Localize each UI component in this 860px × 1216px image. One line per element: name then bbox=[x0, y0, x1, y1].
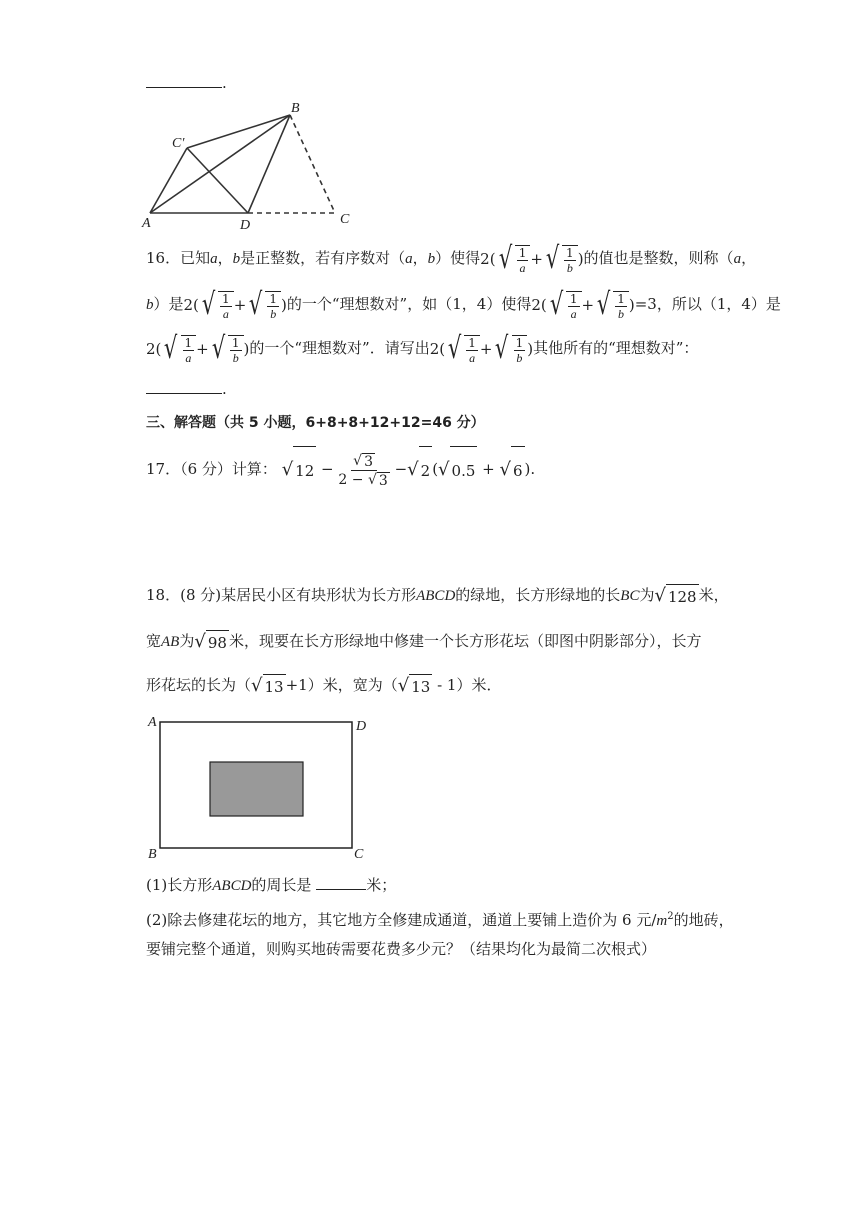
sqrt-13: √ 13 bbox=[397, 675, 431, 696]
q16-text: 是正整数，若有序数对（ bbox=[240, 249, 406, 267]
ideal-expression: 2( √ $\frac{1}{a}$ + √ $\frac{1}{b}$ ) bbox=[429, 331, 534, 366]
rect-name: ABCD bbox=[416, 588, 456, 604]
q17-number: 17．（6 分）计算： bbox=[146, 460, 277, 478]
q16-number: 16． bbox=[146, 249, 181, 267]
q18-line-1: 18．(8 分)某居民小区有块形状为长方形ABCD的绿地，长方形绿地的长BC为 √ 128 米， bbox=[146, 585, 729, 606]
fraction-sqrt3: √ 3 2 − √ 3 bbox=[338, 452, 388, 489]
minus-sign: − bbox=[394, 460, 408, 478]
q18-line-2: 宽AB为 √ 98 米，现要在长方形绿地中修建一个长方形花坛（即图中阴影部分），长方 bbox=[146, 631, 702, 652]
q17-line: 17．（6 分）计算： √ 12 − √ 3 2 − √ 3 − √ 2 ( √ 0.5 + √ 6 ). bbox=[146, 446, 535, 494]
expr-two: 2( bbox=[480, 250, 496, 268]
label-b: B bbox=[148, 847, 157, 860]
sqrt-0.5: √ 0.5 bbox=[438, 446, 477, 494]
answer-blank bbox=[316, 888, 366, 890]
q16-period: . bbox=[222, 380, 227, 398]
q15-period: . bbox=[222, 74, 227, 92]
expr-two: 2( bbox=[146, 340, 162, 358]
q16-text: 其他所有的“理想数对”： bbox=[533, 339, 699, 357]
var-a: a bbox=[210, 251, 218, 267]
var-b: b bbox=[232, 251, 241, 267]
dashed-bc bbox=[290, 115, 335, 213]
ideal-expression: 2( √ $\frac{1}{a}$ + √ $\frac{1}{b}$ ) bbox=[146, 331, 250, 366]
var-b: b bbox=[146, 297, 154, 313]
answer-blank bbox=[146, 392, 222, 394]
side-bc: BC bbox=[620, 588, 640, 604]
q16-line-1 bbox=[146, 241, 757, 276]
sqrt-2: √ 2 bbox=[407, 446, 432, 494]
q18-part-2-line-2: 要铺完整个通道，则购买地砖需要花费多少元？（结果均化为最简二次根式） bbox=[146, 940, 657, 958]
garden-figure bbox=[142, 712, 374, 860]
label-d: D bbox=[240, 218, 251, 232]
side-ab: AB bbox=[161, 634, 180, 650]
ideal-expression: 2( √ $\frac{1}{a}$ + √ $\frac{1}{b}$ ) bbox=[531, 287, 635, 322]
q16-answer-line bbox=[146, 380, 227, 398]
q16-text: ）是 bbox=[153, 295, 184, 313]
q16-text: ， bbox=[412, 249, 428, 267]
rect-name: ABCD bbox=[212, 878, 252, 894]
sqrt-6: √ 6 bbox=[500, 446, 525, 494]
q18-part-1: (1)长方形ABCD的周长是 米； bbox=[146, 876, 397, 894]
q16-text: 的一个“理想数对”，如（1，4）使得 bbox=[286, 295, 532, 313]
ideal-expression: 2( √ $\frac{1}{a}$ + √ $\frac{1}{b}$ ) bbox=[183, 287, 287, 322]
section-title: 三、解答题（共 5 小题，6+8+8+12+12=46 分） bbox=[146, 415, 485, 431]
label-c: C bbox=[340, 212, 350, 227]
q16-text: ， bbox=[741, 249, 757, 267]
minus-sign: − bbox=[321, 460, 334, 478]
sqrt-128: √ 128 bbox=[654, 585, 697, 606]
q16-text: ， bbox=[217, 249, 233, 267]
label-a: A bbox=[142, 216, 151, 231]
q16-text: 已知 bbox=[180, 249, 211, 267]
segment-c-prime-b bbox=[187, 115, 290, 148]
label-c-prime: C′ bbox=[172, 136, 185, 151]
answer-blank bbox=[146, 86, 222, 88]
label-b: B bbox=[291, 101, 300, 116]
sqrt-98: √ 98 bbox=[194, 631, 227, 652]
label-a: A bbox=[148, 715, 157, 730]
expr-two: 2( bbox=[183, 296, 199, 314]
q18-part-2-line-1: (2)除去修建花坛的地方，其它地方全修建成通道，通道上要铺上造价为 6 元$/m^2$的地砖， bbox=[146, 911, 734, 929]
expr-two: 2( bbox=[429, 340, 446, 358]
label-d: D bbox=[356, 719, 367, 734]
sqrt-12: √ 12 bbox=[282, 446, 317, 494]
q16-text: 的值也是整数，则称（ bbox=[583, 249, 734, 267]
flower-bed bbox=[210, 762, 303, 816]
label-c: C bbox=[354, 847, 364, 860]
sqrt-13: √ 13 bbox=[251, 675, 284, 696]
fold-figure bbox=[140, 100, 365, 232]
q16-text: ）使得 bbox=[435, 249, 481, 267]
q16-line-2 bbox=[146, 287, 781, 322]
q16-line-3 bbox=[146, 331, 699, 366]
expr-two: 2( bbox=[531, 296, 547, 314]
q15-answer-line bbox=[146, 74, 227, 92]
q16-text: 的一个“理想数对”．请写出 bbox=[249, 339, 430, 357]
var-a: a bbox=[733, 251, 742, 267]
q18-line-3: 形花坛的长为（ √ 13 +1）米，宽为（ √ 13 - 1）米． bbox=[146, 675, 502, 696]
ideal-expression: 2( √ $\frac{1}{a}$ + √ $\frac{1}{b}$ ) bbox=[480, 241, 584, 276]
var-b: b bbox=[427, 251, 436, 267]
var-a: a bbox=[405, 251, 413, 267]
segment-ac-prime bbox=[150, 148, 187, 213]
q16-text: =3，所以（1，4）是 bbox=[634, 295, 781, 313]
